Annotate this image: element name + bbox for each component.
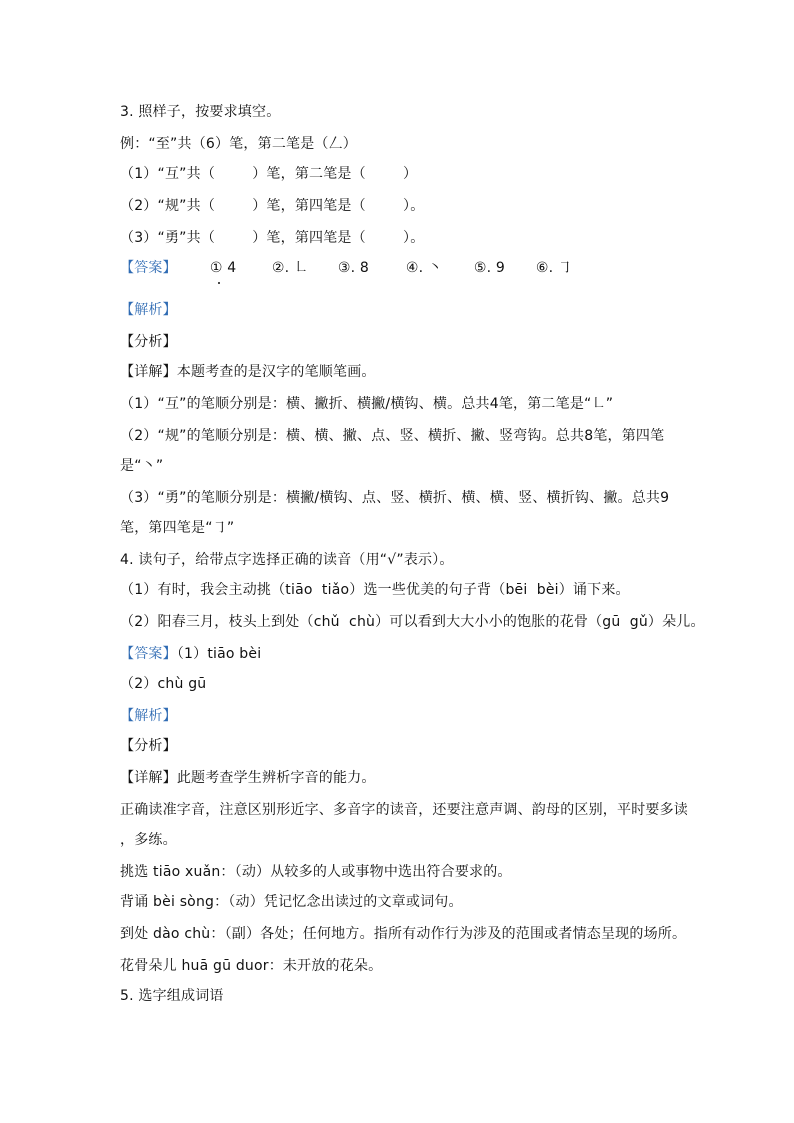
q4-item-2: （2）阳春三月，枝头上到处（chǔ chù）可以看到大大小小的饱胀的花骨（gū gǔ）朵儿。 xyxy=(120,614,705,630)
q4-line-3: 挑选 tiāo xuǎn：（动）从较多的人或事物中选出符合要求的。 xyxy=(120,864,512,880)
q4-item-1: （1）有时，我会主动挑（tiāo tiǎo）选一些优美的句子背（bēi bèi）诵下来。 xyxy=(120,582,630,598)
q3-item-1: （1）“互”共（ ）笔，第二笔是（ ） xyxy=(120,166,418,182)
q3-explanation-1: （1）“互”的笔顺分别是：横、撇折、横撇/横钩、横。总共4笔，第二笔是“㇗” xyxy=(120,396,614,412)
q3-item-2: （2）“规”共（ ）笔，第四笔是（ ）。 xyxy=(120,198,425,214)
q4-title: 4. 读句子，给带点字选择正确的读音（用“√”表示）。 xyxy=(120,552,454,568)
answer-option-4: ④. ㇔ xyxy=(405,260,443,276)
q3-detail xyxy=(120,362,680,382)
answer-option-1: ① 4 xyxy=(209,260,237,276)
q4-line-4: 背诵 bèi sòng：（动）凭记忆念出读过的文章或词句。 xyxy=(120,894,463,910)
q5-title: 5. 选字组成词语 xyxy=(120,988,224,1004)
answer-text-1: （1）tiāo bèi xyxy=(176,646,262,662)
q4-line-5: 到处 dào chù：（副）各处；任何地方。指所有动作行为涉及的范围或者情态呈现的场所。 xyxy=(120,926,687,942)
q4-line-6: 花骨朵儿 huā gū duor：未开放的花朵。 xyxy=(120,958,383,974)
answer-options xyxy=(210,258,596,278)
detail-tag: 【详解】 xyxy=(120,364,177,380)
q3-explanation-3-cont: 笔，第四笔是“㇆” xyxy=(120,520,235,536)
answer-tag: 【答案】 xyxy=(120,646,177,662)
q3-example: 例：“至”共（6）笔，第二笔是（𠃋） xyxy=(120,136,358,152)
detail-text: 本题考查的是汉字的笔顺笔画。 xyxy=(176,364,376,380)
q3-explanation-3: （3）“勇”的笔顺分别是：横撇/横钩、点、竖、横折、横、横、竖、横折钩、撇。总共9 xyxy=(120,490,670,506)
answer-option-2: ②. ㇗ xyxy=(271,260,309,276)
q3-explanation-2: （2）“规”的笔顺分别是：横、横、撇、点、竖、横折、撇、竖弯钩。总共8笔，第四笔 xyxy=(120,428,665,444)
q3-analysis-tag: 【解析】 xyxy=(120,302,177,318)
answer-option-5: ⑤. 9 xyxy=(473,260,505,276)
q4-analysis-tag: 【解析】 xyxy=(120,708,177,724)
q4-line-1: 正确读准字音，注意区别形近字、多音字的读音，还要注意声调、韵母的区别，平时要多读 xyxy=(120,802,688,818)
q4-answer-2: （2）chù gū xyxy=(120,676,207,692)
q3-fenxi-tag: 【分析】 xyxy=(120,334,177,350)
detail-tag: 【详解】 xyxy=(120,770,177,786)
q4-line-2: ，多练。 xyxy=(120,832,177,848)
q3-item-3: （3）“勇”共（ ）笔，第四笔是（ ）。 xyxy=(120,230,425,246)
q4-fenxi-tag: 【分析】 xyxy=(120,738,177,754)
answer-tag: 【答案】 xyxy=(120,260,177,276)
q4-answer-1 xyxy=(120,644,680,664)
q4-detail xyxy=(120,768,680,788)
stray-dot xyxy=(218,282,220,284)
detail-text: 此题考查学生辨析字音的能力。 xyxy=(176,770,376,786)
q3-answer-row xyxy=(120,258,680,278)
q3-title: 3. 照样子，按要求填空。 xyxy=(120,104,281,120)
answer-option-3: ③. 8 xyxy=(337,260,369,276)
answer-option-6: ⑥. ㇆ xyxy=(535,260,573,276)
q3-explanation-2-cont: 是“㇔” xyxy=(120,458,164,474)
